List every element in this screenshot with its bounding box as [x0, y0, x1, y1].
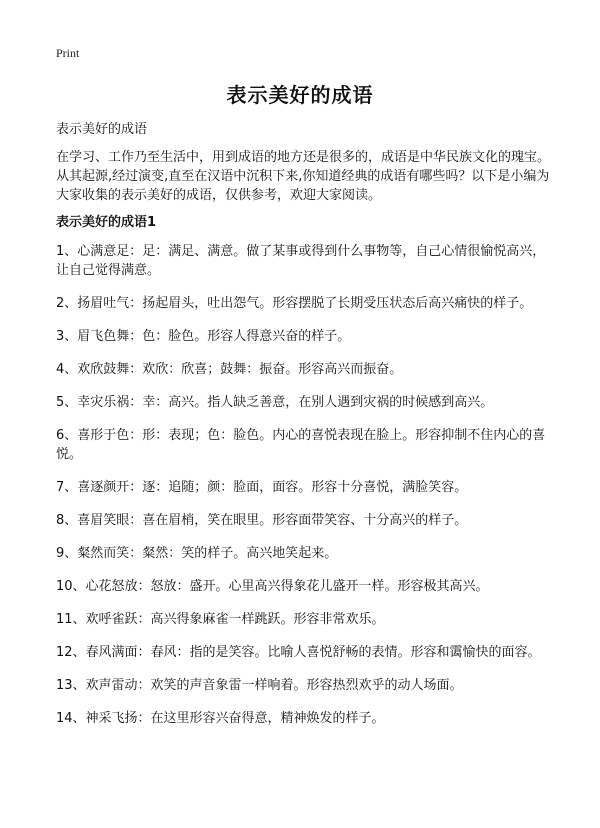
idiom-item: 10、心花怒放：怒放：盛开。心里高兴得象花儿盛开一样。形容极其高兴。 — [56, 579, 489, 594]
idiom-item: 5、幸灾乐祸：幸：高兴。指人缺乏善意，在别人遇到灾祸的时候感到高兴。 — [56, 395, 494, 410]
page-title: 表示美好的成语 — [226, 83, 374, 107]
article-body — [56, 120, 550, 742]
idiom-item: 13、欢声雷动：欢笑的声音象雷一样响着。形容热烈欢乎的动人场面。 — [56, 678, 463, 693]
idiom-item: 3、眉飞色舞：色：脸色。形容人得意兴奋的样子。 — [56, 329, 351, 344]
idiom-item: 6、喜形于色：形：表现；色：脸色。内心的喜悦表现在脸上。形容抑制不住内心的喜悦。 — [56, 428, 546, 462]
idiom-item: 14、神采飞扬：在这里形容兴奋得意，精神焕发的样子。 — [56, 711, 385, 726]
section-heading: 表示美好的成语1 — [56, 215, 157, 230]
idiom-list — [56, 242, 550, 728]
idiom-item: 1、心满意足：足：满足、满意。做了某事或得到什么事物等，自己心情很愉悦高兴，让自己觉得满意。 — [56, 244, 546, 278]
print-link[interactable]: Print — [56, 46, 80, 60]
idiom-item: 2、扬眉吐气：扬起眉头，吐出怨气。形容摆脱了长期受压状态后高兴痛快的样子。 — [56, 296, 533, 311]
idiom-item: 9、粲然而笑：粲然：笑的样子。高兴地笑起来。 — [56, 546, 338, 561]
idiom-item: 7、喜逐颜开：逐：追随；颜：脸面，面容。形容十分喜悦，满脸笑容。 — [56, 480, 468, 495]
idiom-item: 4、欢欣鼓舞：欢欣：欣喜；鼓舞：振奋。形容高兴而振奋。 — [56, 362, 403, 377]
idiom-item: 8、喜眉笑眼：喜在眉梢，笑在眼里。形容面带笑容、十分高兴的样子。 — [56, 513, 468, 528]
article-subtitle: 表示美好的成语 — [56, 122, 148, 137]
idiom-item: 11、欢呼雀跃：高兴得象麻雀一样跳跃。形容非常欢乐。 — [56, 612, 385, 627]
idiom-item: 12、春风满面：春风：指的是笑容。比喻人喜悦舒畅的表情。形容和霭愉快的面容。 — [56, 645, 541, 660]
intro-paragraph: 在学习、工作乃至生活中，用到成语的地方还是很多的，成语是中华民族文化的瑰宝。从其起源,经过演变,直至在汉语中沉积下来,你知道经典的成语有哪些吗？以下是小编为大家收集的表示美好的成语，仅供参考，欢迎大家阅读。 — [56, 150, 551, 203]
